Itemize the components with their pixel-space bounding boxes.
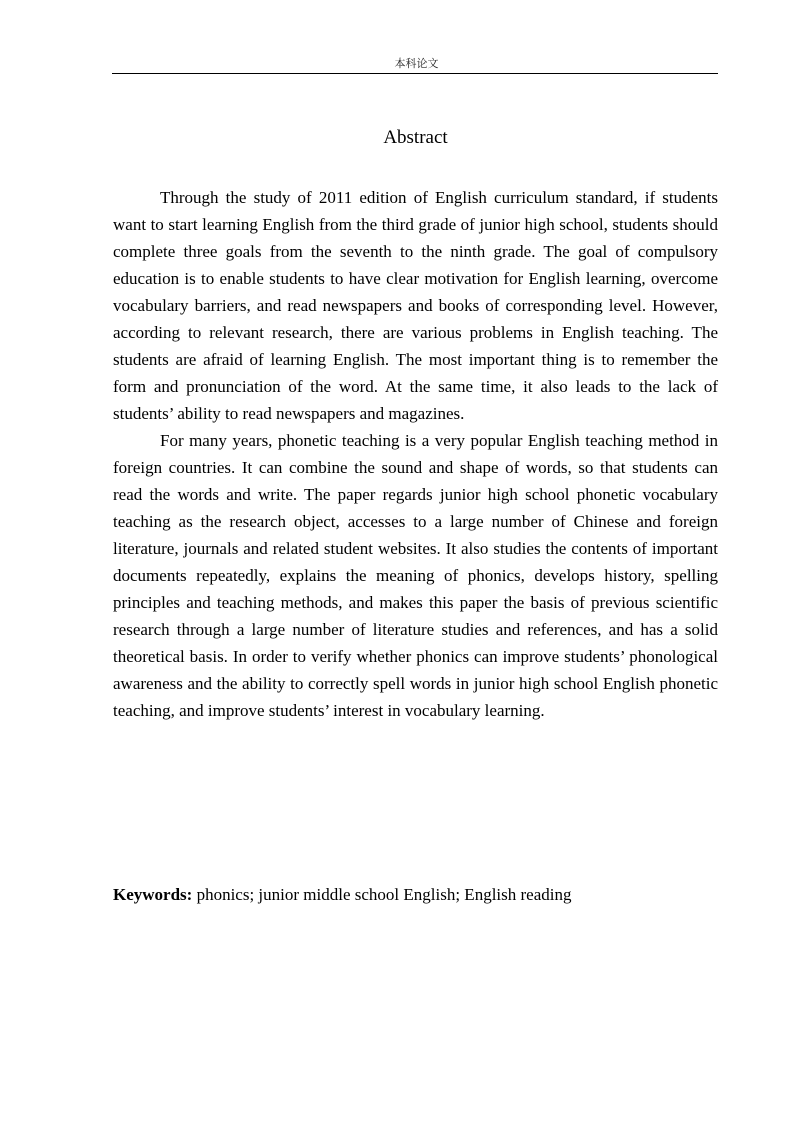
keywords-label: Keywords: [113,885,193,904]
running-header: 本科论文 [394,57,439,70]
abstract-paragraph-2: For many years, phonetic teaching is a very popular English teaching method in foreign countries. It can combine the sound and shape of words, so that students can read the words and write. The paper regards junior high school phonetic vocabulary teaching as the research object, accesses to a large number of Chinese and foreign literature, journals and related student websites. It also studies the contents of important documents repeatedly, explains the meaning of phonics, develops history, spelling principles and teaching methods, and makes this paper the basis of previous scientific research through a large number of literature studies and references, and has a solid theoretical basis. In order to verify whether phonics can improve students’ phonological awareness and the ability to correctly spell words in junior high school English phonetic teaching, and improve students’ interest in vocabulary learning. [113,431,718,720]
header-rule [112,73,718,74]
abstract-body [113,184,718,724]
keywords-text: phonics; junior middle school English; English reading [192,885,572,904]
abstract-paragraph-1: Through the study of 2011 edition of English curriculum standard, if students want to start learning English from the third grade of junior high school, students should complete three goals from the seventh to the ninth grade. The goal of compulsory education is to enable students to have clear motivation for English learning, overcome vocabulary barriers, and read newspapers and books of corresponding level. However, according to relevant research, there are various problems in English teaching. The students are afraid of learning English. The most important thing is to remember the form and pronunciation of the word. At the same time, it also leads to the lack of students’ ability to read newspapers and magazines. [113,188,718,423]
abstract-title: Abstract [383,127,448,148]
keywords-line [113,881,718,908]
